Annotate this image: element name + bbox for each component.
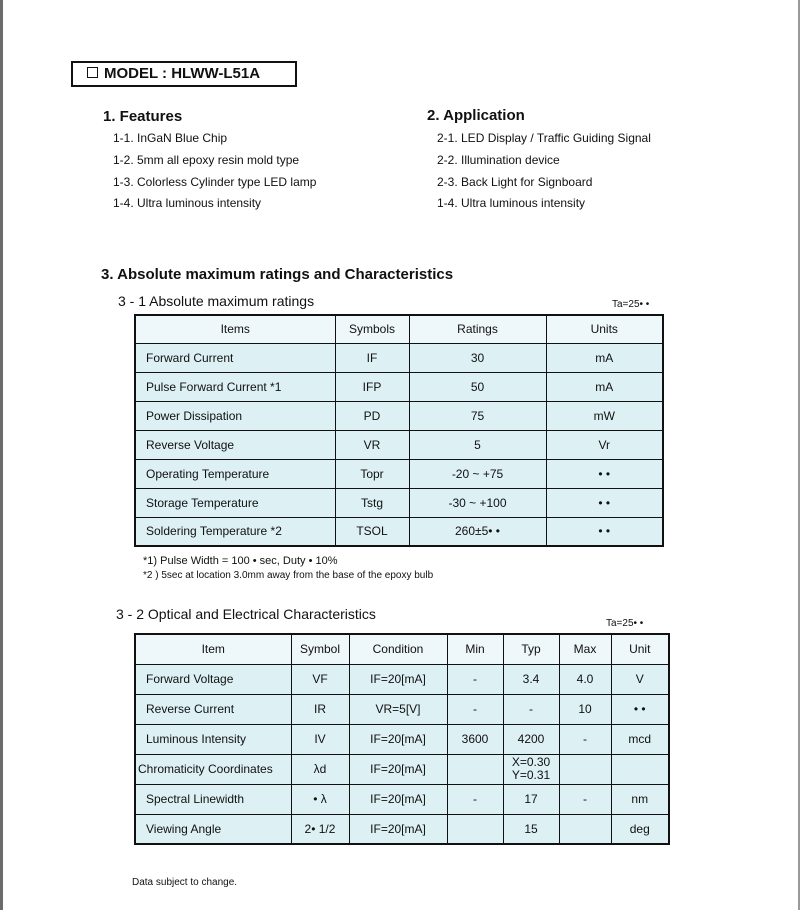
feature-item: 1-1. InGaN Blue Chip bbox=[113, 131, 228, 145]
table-cell: 4.0 bbox=[559, 664, 611, 694]
column-header: Unit bbox=[611, 634, 669, 664]
column-header: Typ bbox=[503, 634, 559, 664]
table-cell: IF=20[mA] bbox=[349, 724, 447, 754]
table-cell: Pulse Forward Current *1 bbox=[135, 372, 335, 401]
footnote: *1) Pulse Width = 100 • sec, Duty • 10% bbox=[143, 555, 338, 567]
subsection-ratings-title: 3 - 1 Absolute maximum ratings bbox=[118, 293, 315, 309]
table-cell: • • bbox=[611, 694, 669, 724]
table-cell: Spectral Linewidth bbox=[135, 784, 291, 814]
table-cell: - bbox=[447, 694, 503, 724]
table-cell: deg bbox=[611, 814, 669, 844]
table-row bbox=[135, 694, 669, 724]
column-header: Ratings bbox=[409, 315, 546, 343]
table-cell: 75 bbox=[409, 401, 546, 430]
table-cell: mcd bbox=[611, 724, 669, 754]
table-cell: X=0.30 Y=0.31 bbox=[503, 754, 559, 784]
table-cell: 50 bbox=[409, 372, 546, 401]
table-cell bbox=[611, 754, 669, 784]
table-cell: • • bbox=[546, 459, 663, 488]
ambient-temp-note: Ta=25• • bbox=[612, 299, 650, 310]
model-title: MODEL : HLWW-L51A bbox=[104, 65, 261, 82]
table-cell: mA bbox=[546, 343, 663, 372]
section3-title: 3. Absolute maximum ratings and Characteristics bbox=[101, 266, 454, 283]
table-cell: IR bbox=[291, 694, 349, 724]
table-row bbox=[135, 784, 669, 814]
table-cell: Reverse Voltage bbox=[135, 430, 335, 459]
table-cell: V bbox=[611, 664, 669, 694]
application-title: 2. Application bbox=[427, 107, 525, 124]
table-cell: 30 bbox=[409, 343, 546, 372]
application-item: 2-2. Illumination device bbox=[437, 153, 560, 167]
feature-item: 1-2. 5mm all epoxy resin mold type bbox=[113, 153, 300, 167]
table-cell: Luminous Intensity bbox=[135, 724, 291, 754]
model-title-box bbox=[71, 61, 297, 87]
table-cell: TSOL bbox=[335, 517, 409, 546]
table-cell: 2• 1/2 bbox=[291, 814, 349, 844]
table-row bbox=[135, 430, 663, 459]
table-row bbox=[135, 754, 669, 784]
table-cell: 4200 bbox=[503, 724, 559, 754]
table-cell: IF=20[mA] bbox=[349, 754, 447, 784]
table-cell: Reverse Current bbox=[135, 694, 291, 724]
table-cell: Chromaticity Coordinates bbox=[135, 754, 291, 784]
table-cell: mA bbox=[546, 372, 663, 401]
application-item: 2-3. Back Light for Signboard bbox=[437, 175, 593, 189]
table-cell: Storage Temperature bbox=[135, 488, 335, 517]
column-header: Items bbox=[135, 315, 335, 343]
table-cell: - bbox=[447, 664, 503, 694]
table-cell: -30 ~ +100 bbox=[409, 488, 546, 517]
table-cell: Forward Voltage bbox=[135, 664, 291, 694]
column-header: Min bbox=[447, 634, 503, 664]
table-cell bbox=[447, 814, 503, 844]
table-row bbox=[135, 664, 669, 694]
table-cell: PD bbox=[335, 401, 409, 430]
table-row bbox=[135, 488, 663, 517]
subsection-optical-title: 3 - 2 Optical and Electrical Characteristics bbox=[116, 606, 376, 622]
optical-characteristics-table bbox=[134, 633, 670, 845]
table-cell: Forward Current bbox=[135, 343, 335, 372]
table-cell: IF=20[mA] bbox=[349, 784, 447, 814]
application-item: 2-1. LED Display / Traffic Guiding Signal bbox=[437, 131, 651, 145]
table-cell: 10 bbox=[559, 694, 611, 724]
checkbox-square-icon bbox=[87, 67, 98, 78]
table-cell bbox=[559, 754, 611, 784]
table-cell: - bbox=[559, 724, 611, 754]
column-header: Symbols bbox=[335, 315, 409, 343]
table-cell: λd bbox=[291, 754, 349, 784]
table-row bbox=[135, 372, 663, 401]
table-cell: IF=20[mA] bbox=[349, 664, 447, 694]
table-cell bbox=[559, 814, 611, 844]
table-cell: 15 bbox=[503, 814, 559, 844]
table-cell: mW bbox=[546, 401, 663, 430]
footnote: *2 ) 5sec at location 3.0mm away from the base of the epoxy bulb bbox=[143, 570, 434, 581]
table-cell: nm bbox=[611, 784, 669, 814]
feature-item: 1-3. Colorless Cylinder type LED lamp bbox=[113, 175, 317, 189]
table-row bbox=[135, 517, 663, 546]
column-header: Symbol bbox=[291, 634, 349, 664]
table-cell: IF=20[mA] bbox=[349, 814, 447, 844]
table-header-row bbox=[135, 315, 663, 343]
table-cell: IV bbox=[291, 724, 349, 754]
page-left-edge bbox=[0, 0, 3, 910]
table-header-row bbox=[135, 634, 669, 664]
table-cell: Vr bbox=[546, 430, 663, 459]
table-cell: VF bbox=[291, 664, 349, 694]
table-cell bbox=[447, 754, 503, 784]
features-title: 1. Features bbox=[103, 108, 183, 125]
table-cell: 260±5• • bbox=[409, 517, 546, 546]
table-cell: - bbox=[503, 694, 559, 724]
table-cell: 3600 bbox=[447, 724, 503, 754]
table-row bbox=[135, 459, 663, 488]
table-cell: • • bbox=[546, 517, 663, 546]
table-row bbox=[135, 343, 663, 372]
table-cell: • λ bbox=[291, 784, 349, 814]
absolute-ratings-table bbox=[134, 314, 664, 547]
table-cell: Power Dissipation bbox=[135, 401, 335, 430]
table-cell: - bbox=[559, 784, 611, 814]
table-row bbox=[135, 401, 663, 430]
column-header: Max bbox=[559, 634, 611, 664]
column-header: Units bbox=[546, 315, 663, 343]
disclaimer: Data subject to change. bbox=[132, 877, 238, 888]
table-cell: Soldering Temperature *2 bbox=[135, 517, 335, 546]
application-item: 1-4. Ultra luminous intensity bbox=[437, 196, 586, 210]
table-cell: Tstg bbox=[335, 488, 409, 517]
table-cell: Operating Temperature bbox=[135, 459, 335, 488]
table-cell: -20 ~ +75 bbox=[409, 459, 546, 488]
table-row bbox=[135, 814, 669, 844]
table-cell: IFP bbox=[335, 372, 409, 401]
table-cell: Viewing Angle bbox=[135, 814, 291, 844]
table-cell: IF bbox=[335, 343, 409, 372]
feature-item: 1-4. Ultra luminous intensity bbox=[113, 196, 262, 210]
column-header: Item bbox=[135, 634, 291, 664]
table-cell: VR=5[V] bbox=[349, 694, 447, 724]
table-cell: Topr bbox=[335, 459, 409, 488]
table-cell: VR bbox=[335, 430, 409, 459]
table-row bbox=[135, 724, 669, 754]
table-cell: 3.4 bbox=[503, 664, 559, 694]
ambient-temp-note: Ta=25• • bbox=[606, 618, 644, 629]
table-cell: 17 bbox=[503, 784, 559, 814]
table-cell: - bbox=[447, 784, 503, 814]
table-cell: 5 bbox=[409, 430, 546, 459]
column-header: Condition bbox=[349, 634, 447, 664]
table-cell: • • bbox=[546, 488, 663, 517]
